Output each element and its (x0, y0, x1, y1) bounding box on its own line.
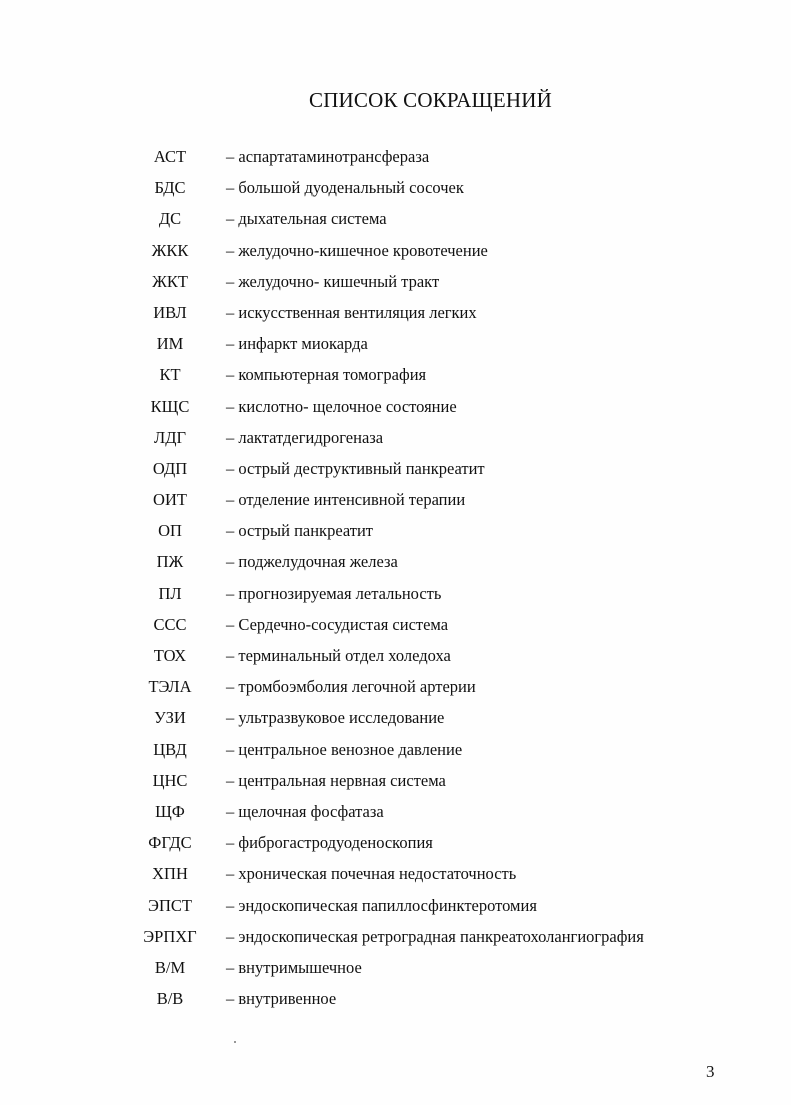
abbreviation-definition: – тромбоэмболия легочной артерии (226, 677, 476, 697)
list-item (0, 640, 791, 671)
abbreviation-definition: – острый деструктивный панкреатит (226, 458, 485, 478)
abbreviation-definition: – Сердечно-сосудистая система (226, 614, 449, 634)
list-item (0, 172, 791, 203)
abbreviation-definition: – компьютерная томография (226, 365, 427, 385)
list-item (0, 141, 791, 172)
list-item (0, 702, 791, 733)
abbreviation: АСТ (153, 147, 187, 166)
abbreviation: ЖКТ (152, 271, 188, 291)
abbreviation: УЗИ (154, 708, 186, 728)
list-item (0, 671, 791, 702)
list-item (0, 235, 791, 266)
list-item (0, 858, 791, 889)
abbreviation-definition: – отделение интенсивной терапии (226, 490, 466, 510)
abbreviation-definition: – терминальный отдел холедоха (226, 646, 451, 665)
abbreviation: ТОХ (153, 646, 187, 665)
list-item (0, 359, 791, 390)
list-item (0, 734, 791, 765)
list-item (0, 827, 791, 858)
list-item (0, 609, 791, 640)
abbreviation: ЖКК (151, 240, 189, 260)
abbreviation: ИВЛ (153, 302, 187, 322)
abbreviation-definition: – острый панкреатит (226, 521, 373, 541)
page-title: СПИСОК СОКРАЩЕНИЙ (308, 88, 552, 112)
list-item (0, 203, 791, 234)
abbreviation: ИМ (156, 334, 184, 354)
abbreviation: ПЖ (156, 552, 184, 572)
abbreviation-definition: – фиброгастродуоденоскопия (226, 833, 433, 853)
abbreviation-definition: – кислотно- щелочное состояние (226, 396, 457, 416)
abbreviation: ПЛ (158, 583, 182, 603)
abbreviation: ОДП (152, 458, 188, 478)
abbreviation-definition: – желудочно- кишечный тракт (226, 271, 440, 291)
abbreviation: ОИТ (153, 490, 187, 510)
abbreviation-definition: – поджелудочная железа (226, 552, 398, 572)
list-item (0, 515, 791, 546)
abbreviation-definition: – эндоскопическая папиллосфинктеротомия (226, 895, 537, 915)
abbreviation-definition: – лактатдегидрогеназа (226, 427, 384, 447)
abbreviation-definition: – хроническая почечная недостаточность (226, 864, 517, 884)
list-item (0, 765, 791, 796)
page-number: 3 (706, 1062, 715, 1081)
abbreviation: В/В (156, 989, 184, 1009)
abbreviation-definition: – большой дуоденальный сосочек (226, 178, 464, 198)
abbreviation-definition: – прогнозируемая летальность (226, 583, 442, 603)
abbreviation-definition: – ультразвуковое исследование (226, 708, 445, 728)
scan-speck (234, 1041, 236, 1043)
abbreviation: КЩС (150, 396, 190, 416)
abbreviation: ЭПСТ (148, 895, 192, 915)
abbreviation-definition: – центральная нервная система (226, 770, 446, 790)
list-item (0, 453, 791, 484)
abbreviation-definition: – эндоскопическая ретроградная панкреатохолангиография (226, 926, 644, 946)
list-item (0, 391, 791, 422)
list-item (0, 952, 791, 983)
abbreviation-definition: – внутривенное (226, 989, 337, 1009)
abbreviation-definition: – искусственная вентиляция легких (226, 302, 477, 322)
abbreviation: ТЭЛА (148, 677, 192, 697)
abbreviation-definition: – дыхательная система (226, 209, 387, 229)
abbreviation: ЭРПХГ (143, 926, 197, 946)
abbreviation-definition: – аспартатаминотрансфераза (226, 147, 430, 166)
list-item (0, 921, 791, 952)
list-item (0, 484, 791, 515)
list-item (0, 983, 791, 1014)
abbreviation-definition: – щелочная фосфатаза (226, 801, 384, 821)
list-item (0, 546, 791, 577)
list-item (0, 328, 791, 359)
abbreviation: ОП (158, 521, 182, 541)
list-item (0, 890, 791, 921)
abbreviation: ЦВД (153, 739, 187, 759)
abbreviation: ЦНС (152, 770, 188, 790)
list-item (0, 578, 791, 609)
abbreviation: КТ (159, 365, 181, 385)
abbreviation-definition: – желудочно-кишечное кровотечение (226, 240, 488, 260)
list-item (0, 266, 791, 297)
abbreviation: БДС (154, 178, 186, 198)
abbreviation: ЛДГ (154, 427, 186, 447)
abbreviation-definition: – внутримышечное (226, 957, 362, 977)
abbreviation: ЩФ (155, 801, 185, 821)
list-item (0, 422, 791, 453)
abbreviation: ХПН (152, 864, 188, 884)
abbreviation: В/М (154, 957, 186, 977)
abbreviation-definition: – центральное венозное давление (226, 739, 463, 759)
abbreviation-definition: – инфаркт миокарда (226, 334, 368, 354)
abbreviation: ДС (158, 209, 182, 229)
list-item (0, 297, 791, 328)
abbreviation: ФГДС (148, 833, 192, 853)
list-item (0, 796, 791, 827)
abbreviation-list (0, 141, 791, 1014)
abbreviation: ССС (153, 614, 187, 634)
